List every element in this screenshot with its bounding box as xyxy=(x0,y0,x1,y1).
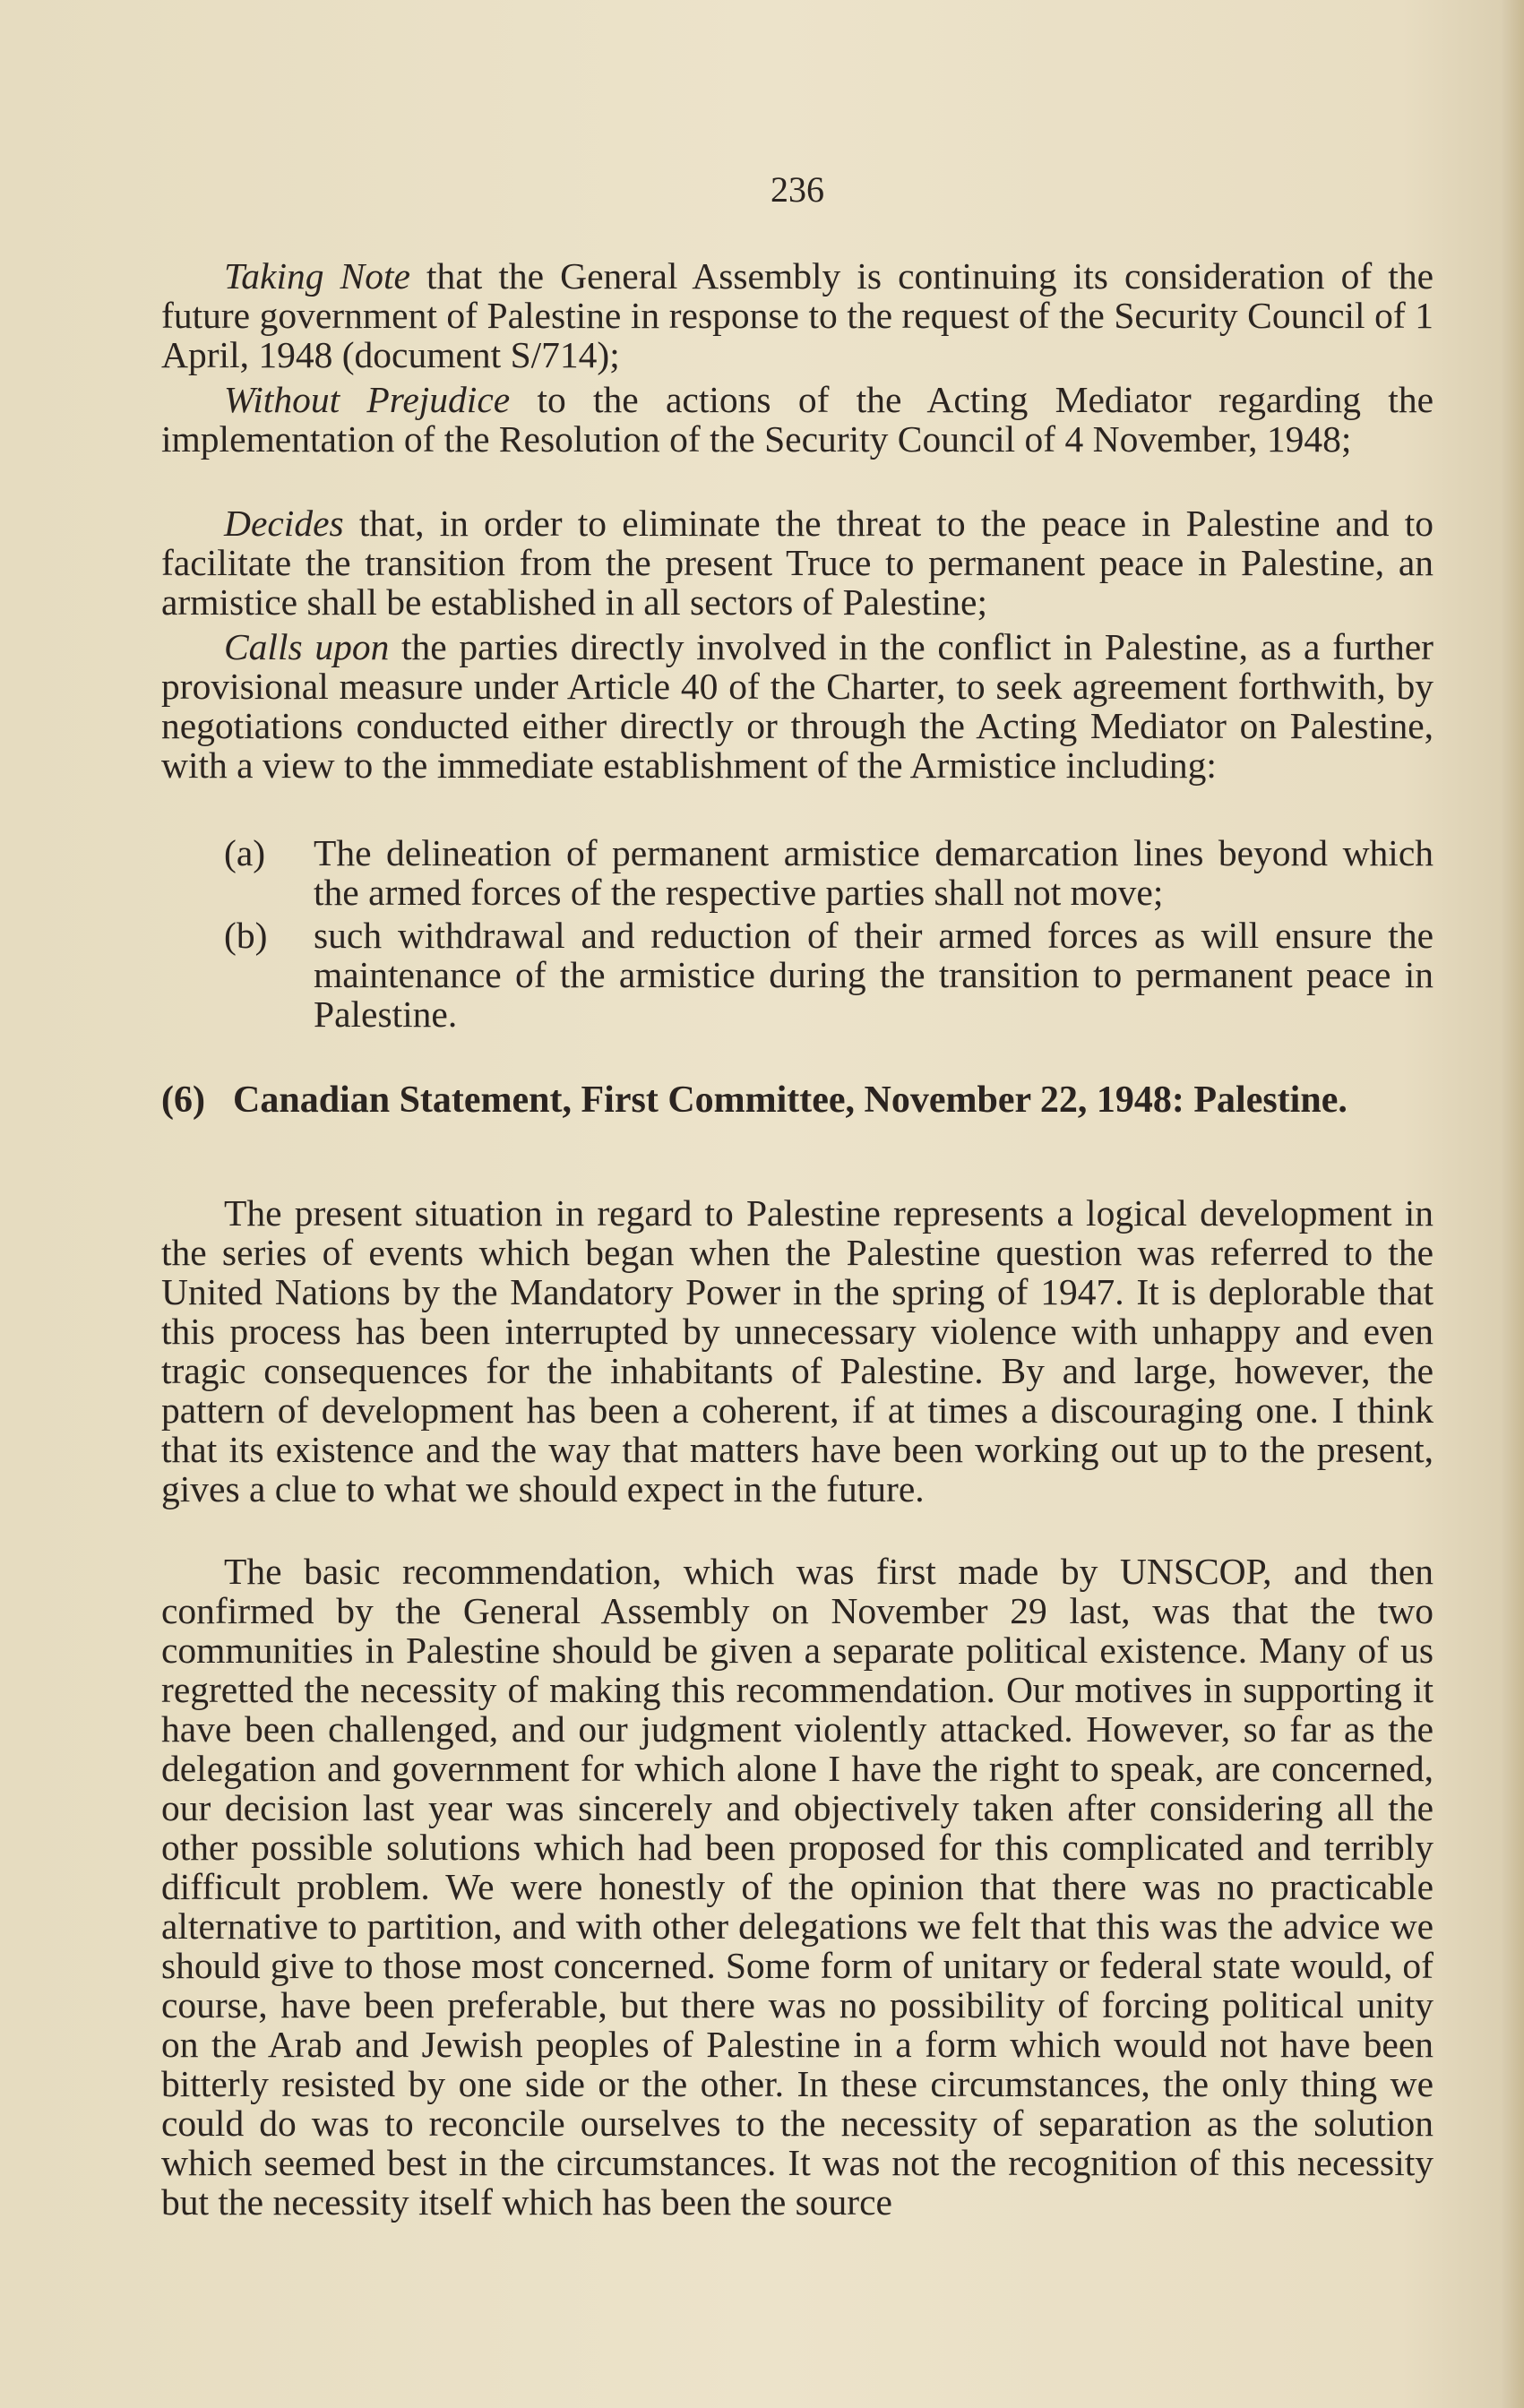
resolution-paragraph-1 xyxy=(161,256,1434,374)
list-item-text: such withdrawal and reduction of their armed forces as will ensure the maintenance of the armistice during the transition to permanent peace in Palestine. xyxy=(314,915,1434,1035)
list-item-label: (b) xyxy=(224,915,268,956)
resolution-lead: Calls upon xyxy=(224,626,390,667)
section-title: Canadian Statement, First Committee, November 22, 1948: Palestine. xyxy=(233,1079,1347,1121)
page-number: 236 xyxy=(771,169,824,210)
body-paragraph-2: The basic recommendation, which was first made by UNSCOP, and then confirmed by the General Assembly on November 29 last, was that the two communities in Palestine should be given a separate political existence. Many of us regretted the necessity of making this recommendation. Our motives in supporting it have been challenged, and our judgment violently attacked. However, so far as the delegation and government for which alone I have the right to speak, are concerned, our decision last year was sincerely and objectively taken after considering all the other possible solutions which had been proposed for this complicated and terribly difficult problem. We were honestly of the opinion that there was no practicable alternative to partition, and with other delegations we felt that this was the advice we should give to those most concerned. Some form of unitary or federal state would, of course, have been preferable, but there was no possibility of forcing political unity on the Arab and Jewish peoples of Palestine in a form which would not have been bitterly resisted by one side or the other. In these circumstances, the only thing we could do was to reconcile ourselves to the necessity of separation as the solution which seemed best in the circumstances. It was not the recognition of this necessity but the necessity itself which has been the source xyxy=(161,1551,1434,2223)
resolution-text: to the actions of the Acting Mediator regarding the implementation of the Resolution of the Security Council of 4 November, 1948; xyxy=(161,379,1434,460)
resolution-lead: Without Prejudice xyxy=(224,379,511,420)
resolution-text: that, in order to eliminate the threat to the peace in Palestine and to facilitate the transition from the present Truce to permanent peace in Palestine, an armistice shall be established in all sectors of Palestine; xyxy=(161,503,1434,623)
list-item-b xyxy=(224,916,1434,1034)
list-item-label: (a) xyxy=(224,832,266,873)
list-item-text: The delineation of permanent armistice demarcation lines beyond which the armed forces of the respective parties shall not move; xyxy=(314,832,1434,913)
resolution-lead: Decides xyxy=(224,503,344,544)
body-paragraph-1: The present situation in regard to Palestine represents a logical development in the series of events which began when the Palestine question was referred to the United Nations by the Mandatory Power in the spring of 1947. It is deplorable that this process has been interrupted by unnecessary violence with unhappy and even tragic consequences for the inhabitants of Palestine. By and large, however, the pattern of development has been a coherent, if at times a discouraging one. I think that its existence and the way that matters have been working out up to the present, gives a clue to what we should expect in the future. xyxy=(161,1192,1434,1509)
resolution-text: that the General Assembly is continuing its consideration of the future government of Palestine in response to the request of the Security Council of 1 April, 1948 (document S/714); xyxy=(161,255,1434,375)
resolution-paragraph-4 xyxy=(161,627,1434,785)
resolution-paragraph-3 xyxy=(161,503,1434,622)
section-number: (6) xyxy=(161,1079,205,1121)
resolution-lead: Taking Note xyxy=(224,255,410,297)
resolution-text: the parties directly involved in the conflict in Palestine, as a further provisional measure under Article 40 of the Charter, to seek agreement forthwith, by negotiations conducted either directly or through the Acting Mediator on Palestine, with a view to the immediate establishment of the Armistice including: xyxy=(161,626,1434,786)
page-edge xyxy=(1502,0,1524,2408)
section-heading xyxy=(161,1078,1442,1122)
list-item-a xyxy=(224,833,1434,912)
resolution-paragraph-2 xyxy=(161,380,1434,459)
